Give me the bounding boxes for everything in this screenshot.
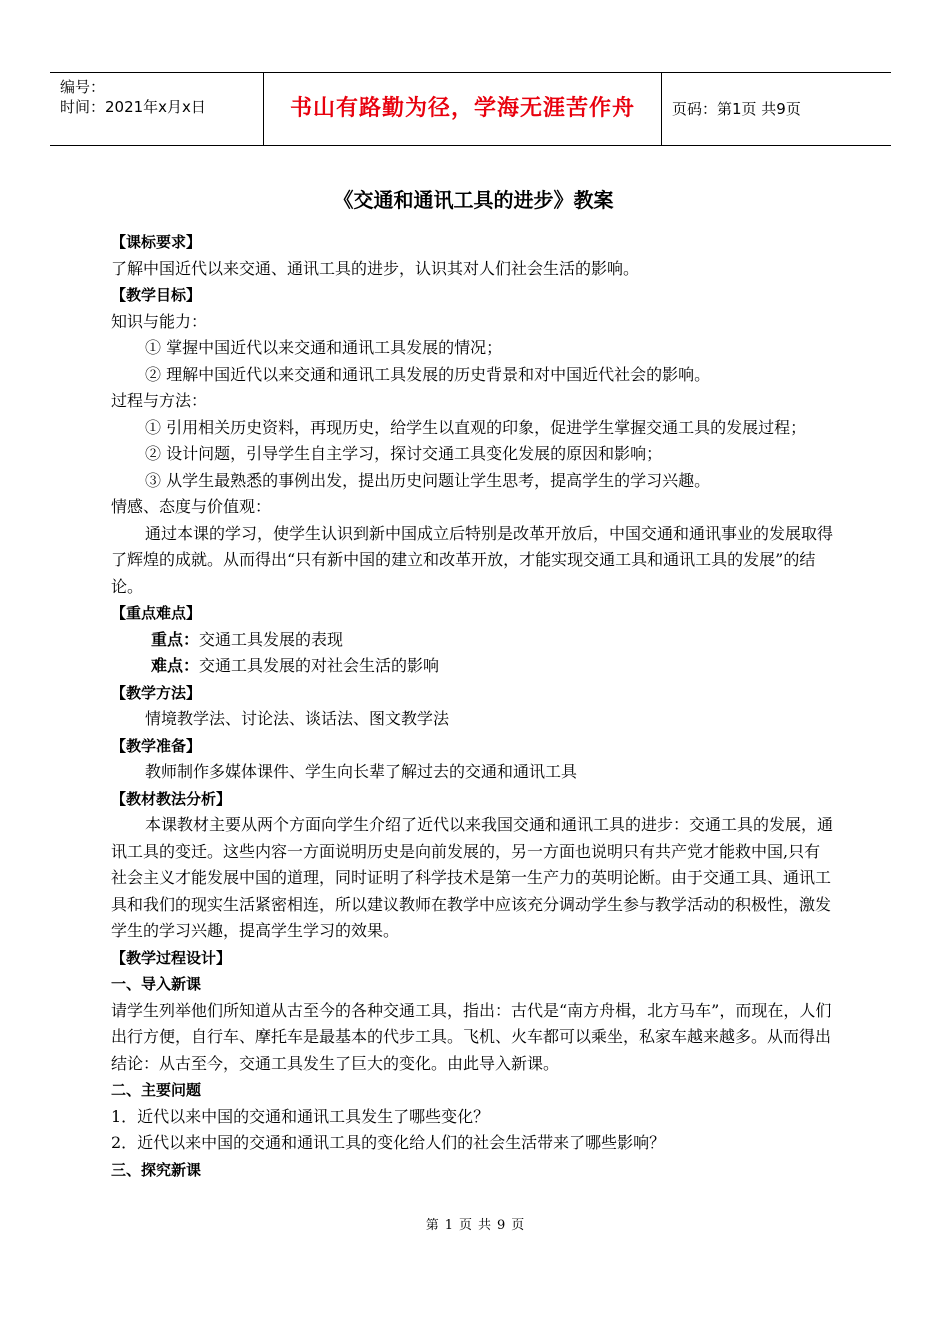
analysis-text: 本课教材主要从两个方面向学生介绍了近代以来我国交通和通讯工具的进步：交通工具的发展，通讯工具的变迁。这些内容一方面说明历史是向前发展的，另一方面也说明只有共产党才能救中国,只有社会主义才能发展中国的道理，同时证明了科学技术是第一生产力的英明论断。由于交通工具、通讯工具和我们的现实生活紧密相连，所以建议教师在教学中应该充分调动学生参与教学活动的积极性，激发学生的学习兴趣，提高学生学习的效果。	[111, 815, 834, 940]
process-label: 过程与方法：	[111, 391, 208, 410]
question-2: 2．近代以来中国的交通和通讯工具的变化给人们的社会生活带来了哪些影响？	[111, 1133, 666, 1152]
process-item-3: ③ 从学生最熟悉的事例出发，提出历史问题让学生思考，提高学生的学习兴趣。	[145, 470, 711, 490]
document-number-label: 编号：	[60, 78, 106, 96]
header-motto: 书山有路勤为径，学海无涯苦作舟	[264, 73, 662, 145]
key-text: 交通工具发展的表现	[199, 629, 344, 649]
design-heading: 【教学过程设计】	[111, 948, 232, 967]
part3-heading: 三、探究新课	[111, 1160, 202, 1179]
analysis-heading: 【教材教法分析】	[111, 789, 232, 808]
question-1: 1．近代以来中国的交通和通讯工具发生了哪些变化？	[111, 1106, 490, 1126]
page-footer	[0, 1214, 950, 1233]
keypoints-heading: 【重点难点】	[111, 604, 202, 622]
prep-text: 教师制作多媒体课件、学生向长辈了解过去的交通和通讯工具	[145, 762, 578, 781]
process-item-2: ② 设计问题，引导学生自主学习，探讨交通工具变化发展的原因和影响；	[145, 444, 663, 463]
key-label: 重点：	[151, 629, 200, 649]
header-meta-cell	[50, 73, 264, 145]
knowledge-item-2: ② 理解中国近代以来交通和通讯工具发展的历史背景和对中国近代社会的影响。	[145, 364, 711, 384]
emotion-label: 情感、态度与价值观：	[111, 497, 272, 516]
difficult-text: 交通工具发展的对社会生活的影响	[199, 656, 440, 675]
part1-text: 请学生列举他们所知道从古至今的各种交通工具，指出：古代是“南方舟楫，北方马车”，而现在，人们出行方便，自行车、摩托车是最基本的代步工具。飞机、火车都可以乘坐，私家车越来越多。从而得出结论：从古至今，交通工具发生了巨大的变化。由此导入新课。	[111, 1000, 832, 1073]
key-point	[111, 627, 836, 654]
difficult-label: 难点：	[151, 656, 200, 675]
knowledge-label: 知识与能力：	[111, 311, 208, 331]
knowledge-item-1: ① 掌握中国近代以来交通和通讯工具发展的情况；	[145, 338, 503, 357]
difficult-point	[111, 653, 836, 680]
footer-page-number: 1	[444, 1218, 453, 1233]
prep-heading: 【教学准备】	[111, 736, 202, 755]
emotion-text: 通过本课的学习，使学生认识到新中国成立后特别是改革开放后，中国交通和通讯事业的发展取得了辉煌的成就。从而得出“只有新中国的建立和改革开放，才能实现交通工具和通讯工具的发展”的结论。	[111, 523, 834, 596]
document-title: 《交通和通讯工具的进步》教案	[333, 188, 614, 212]
footer-gong: 共	[478, 1218, 492, 1233]
header-table	[50, 72, 891, 146]
document-body	[111, 182, 836, 1183]
process-item-1: ① 引用相关历史资料，再现历史，给学生以直观的印象，促进学生掌握交通工具的发展过程；	[145, 417, 807, 437]
header-page-code: 页码：第1页 共9页	[672, 100, 801, 118]
footer-ye: 页	[458, 1218, 472, 1233]
document-date: 时间：2021年x月x日	[60, 98, 206, 116]
methods-heading: 【教学方法】	[111, 683, 202, 702]
methods-text: 情境教学法、讨论法、谈话法、图文教学法	[145, 709, 450, 728]
curriculum-text: 了解中国近代以来交通、通讯工具的进步，认识其对人们社会生活的影响。	[111, 258, 640, 278]
footer-total-pages: 9	[497, 1218, 506, 1233]
curriculum-heading: 【课标要求】	[111, 233, 202, 251]
part1-heading: 一、导入新课	[111, 975, 202, 993]
footer-ye-2: 页	[511, 1218, 525, 1233]
goals-heading: 【教学目标】	[111, 286, 202, 304]
part2-heading: 二、主要问题	[111, 1081, 202, 1099]
footer-di: 第	[425, 1218, 439, 1233]
